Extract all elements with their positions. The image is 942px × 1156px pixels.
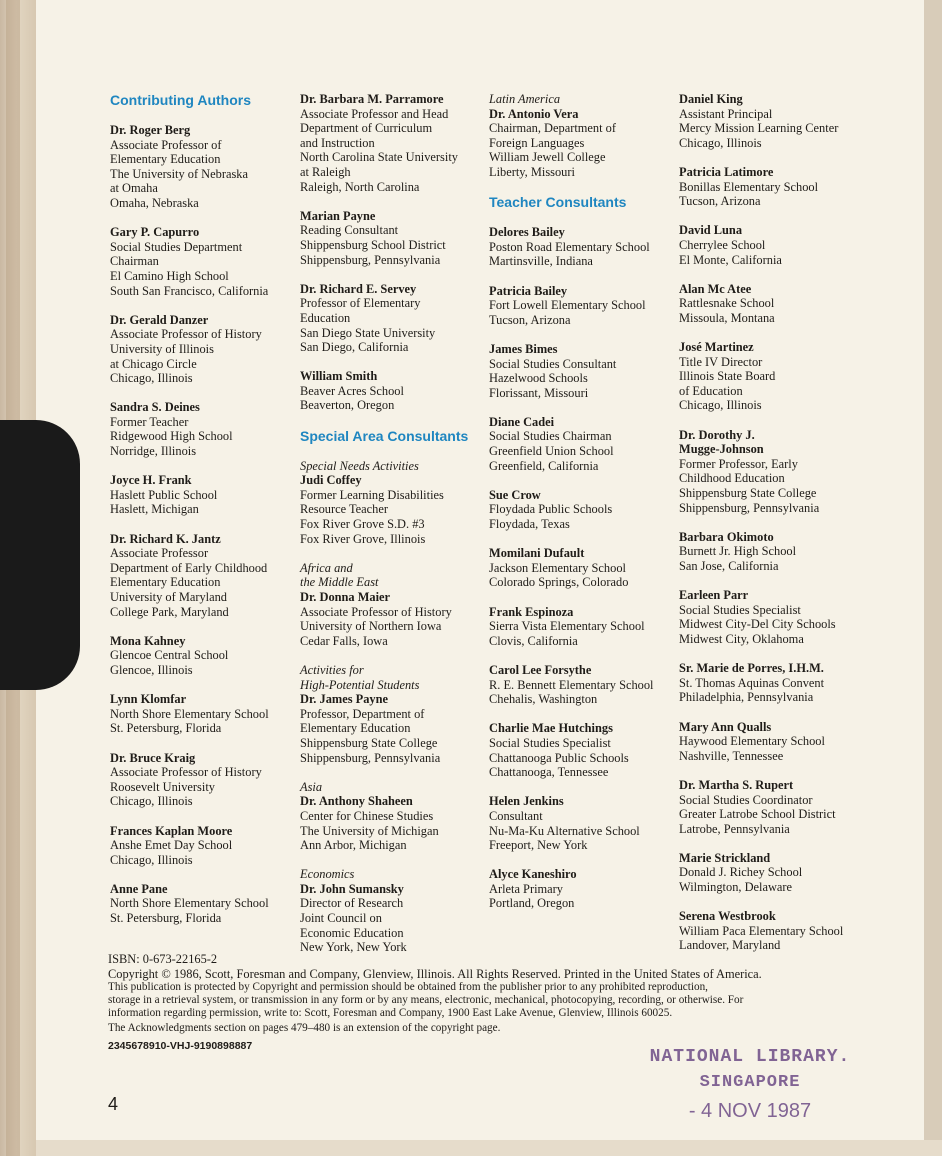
person-detail-line: Shippensburg School District [300,237,446,252]
person-detail-line: Chicago, Illinois [679,398,762,413]
person-detail-line: Omaha, Nebraska [110,195,199,210]
person-name: Barbara Okimoto [679,529,774,544]
person-detail-line: Beaver Acres School [300,383,404,398]
person-entry [300,459,485,547]
person-name: Dr. Anthony Shaheen [300,794,413,809]
person-detail-line: Martinsville, Indiana [489,254,593,269]
area-label: Special Needs Activities [300,458,419,473]
person-name: Joyce H. Frank [110,473,192,488]
person-name: David Luna [679,223,743,238]
person-detail-line: Illinois State Board [679,369,776,384]
area-label: Africa and [300,560,353,575]
person-detail-line: Nu-Ma-Ku Alternative School [489,823,640,838]
person-detail-line: Portland, Oregon [489,896,575,911]
person-detail-line: Elementary Education [300,721,411,736]
person-detail-line: Colorado Springs, Colorado [489,575,629,590]
person-detail-line: Social Studies Coordinator [679,792,813,807]
person-name: Earleen Parr [679,588,749,603]
person-entry [489,794,674,852]
person-name: Patricia Bailey [489,283,568,298]
person-detail-line: Professor of Elementary [300,296,421,311]
person-detail-line: Greenfield, California [489,458,599,473]
person-detail-line: Department of Curriculum [300,121,433,136]
teacher-consultants-list-a [489,225,674,911]
special-area-consultants-list-a [300,459,485,955]
person-detail-line: Elementary Education [110,575,221,590]
person-detail-line: Cherrylee School [679,237,766,252]
person-detail-line: at Raleigh [300,164,351,179]
person-detail-line: St. Petersburg, Florida [110,911,222,926]
person-name: Daniel King [679,92,743,106]
person-detail-line: Rattlesnake School [679,296,775,311]
person-name: Dr. Antonio Vera [489,106,579,121]
person-detail-line: Associate Professor of History [110,327,262,342]
contributing-authors-list-b [300,92,485,413]
person-detail-line: Consultant [489,808,543,823]
person-name: Dr. Roger Berg [110,123,191,137]
person-detail-line: Social Studies Chairman [489,429,612,444]
person-entry [110,824,295,868]
person-detail-line: Social Studies Department [110,239,243,254]
person-entry [679,720,869,764]
person-detail-line: St. Thomas Aquinas Convent [679,675,825,690]
person-detail-line: Department of Early Childhood [110,560,268,575]
person-detail-line: Shippensburg, Pennsylvania [300,750,441,765]
person-entry [489,721,674,779]
person-name: James Bimes [489,341,558,356]
person-name: Dr. Richard E. Servey [300,281,417,296]
person-detail-line: Former Teacher [110,414,189,429]
person-detail-line: Joint Council on [300,911,382,926]
person-entry [489,225,674,269]
person-entry [489,605,674,649]
person-detail-line: Fort Lowell Elementary School [489,298,646,313]
person-detail-line: Florissant, Missouri [489,385,589,400]
person-detail-line: Chicago, Illinois [110,371,193,386]
person-detail-line: North Carolina State University [300,150,458,165]
person-detail-line: Director of Research [300,896,404,911]
person-name: Charlie Mae Hutchings [489,721,613,736]
person-detail-line: William Jewell College [489,150,606,165]
person-detail-line: Glencoe Central School [110,648,229,663]
person-detail-line: Haywood Elementary School [679,734,825,749]
person-detail-line: University of Northern Iowa [300,619,442,634]
person-name: Marie Strickland [679,850,771,865]
person-detail-line: Philadelphia, Pennsylvania [679,690,814,705]
person-name: Mona Kahney [110,633,186,648]
person-name: Alyce Kaneshiro [489,867,577,882]
person-name: Mary Ann Qualls [679,719,772,734]
person-detail-line: College Park, Maryland [110,604,229,619]
person-entry [300,561,485,649]
person-name: Sandra S. Deines [110,400,200,415]
person-detail-line: Childhood Education [679,471,785,486]
person-detail-line: Associate Professor of History [300,604,452,619]
person-entry [110,634,295,678]
person-detail-line: The University of Michigan [300,823,439,838]
person-detail-line: Shippensburg, Pennsylvania [300,252,441,267]
stamp-line-city: SINGAPORE [699,1073,801,1092]
person-entry [679,282,869,326]
person-name: Dr. Martha S. Rupert [679,777,794,792]
person-detail-line: San Diego State University [300,325,436,340]
person-detail-line: Resource Teacher [300,502,388,517]
teacher-consultants-heading: Teacher Consultants [489,194,627,211]
person-detail-line: University of Illinois [110,341,214,356]
area-label: the Middle East [300,575,379,590]
page-right-edge [924,0,942,1156]
person-detail-line: Missoula, Montana [679,310,775,325]
person-detail-line: El Monte, California [679,252,782,267]
person-entry [300,92,485,194]
person-name: Delores Bailey [489,225,565,240]
person-detail-line: University of Maryland [110,590,227,604]
person-detail-line: Chattanooga, Tennessee [489,765,609,780]
person-detail-line: Social Studies Specialist [489,735,611,750]
person-detail-line: Professor, Department of [300,706,425,721]
person-detail-line: Burnett Jr. High School [679,544,797,559]
person-detail-line: El Camino High School [110,268,229,283]
person-detail-line: Shippensburg State College [300,735,438,750]
person-detail-line: Education [300,310,351,325]
person-detail-line: William Paca Elementary School [679,923,844,938]
person-detail-line: Chicago, Illinois [110,794,193,809]
person-detail-line: South San Francisco, California [110,283,269,298]
person-entry [300,369,485,413]
person-detail-line: Chairman [110,254,159,269]
print-code: 2345678910-VHJ-9190898887 [108,1040,253,1052]
person-entry [489,663,674,707]
person-name: Frank Espinoza [489,604,574,619]
person-detail-line: Reading Consultant [300,223,399,238]
person-name: José Martinez [679,340,754,355]
person-detail-line: Economic Education [300,925,404,940]
person-entry [489,867,674,911]
person-detail-line: Associate Professor and Head [300,106,449,121]
person-detail-line: Ann Arbor, Michigan [300,838,407,853]
person-entry [679,165,869,209]
person-detail-line: Fox River Grove S.D. #3 [300,517,425,532]
person-detail-line: Poston Road Elementary School [489,239,650,254]
person-name: Patricia Latimore [679,164,774,179]
person-entry [679,340,869,413]
person-detail-line: Former Learning Disabilities [300,487,444,502]
person-entry [679,428,869,516]
person-detail-line: Liberty, Missouri [489,164,575,179]
person-name: Dr. Richard K. Jantz [110,531,221,546]
person-name: Helen Jenkins [489,794,564,809]
person-entry [110,751,295,809]
person-detail-line: Roosevelt University [110,779,215,794]
acknowledgments-note: The Acknowledgments section on pages 479–480 is an extension of the copyright page. [108,1022,501,1034]
person-detail-line: North Shore Elementary School [110,706,269,721]
person-entry [489,488,674,532]
person-entry [679,661,869,705]
person-entry [679,851,869,895]
person-entry [110,473,295,517]
person-detail-line: Greater Latrobe School District [679,807,836,822]
person-detail-line: Greenfield Union School [489,444,614,459]
copyright-footer [108,952,898,1054]
person-entry [489,92,674,180]
person-entry [300,867,485,955]
person-entry [489,342,674,400]
person-name: Marian Payne [300,208,376,223]
person-entry [110,692,295,736]
person-name: Dr. James Payne [300,692,388,707]
library-stamp [645,1044,855,1126]
person-detail-line: Social Studies Specialist [679,602,801,617]
person-detail-line: Clovis, California [489,633,578,648]
person-detail-line: Shippensburg State College [679,486,817,501]
person-detail-line: Anshe Emet Day School [110,838,233,853]
page-number: 4 [108,1094,119,1114]
person-detail-line: Tucson, Arizona [679,194,761,209]
person-entry [300,282,485,355]
person-detail-line: Beaverton, Oregon [300,398,395,413]
person-name: Anne Pane [110,881,168,896]
person-detail-line: Arleta Primary [489,881,563,896]
person-detail-line: at Chicago Circle [110,356,197,371]
person-detail-line: Chairman, Department of [489,121,616,136]
contributing-authors-heading: Contributing Authors [110,92,252,108]
person-detail-line: Norridge, Illinois [110,444,197,459]
person-detail-line: Cedar Falls, Iowa [300,633,388,648]
person-detail-line: Midwest City, Oklahoma [679,631,804,646]
person-name: Lynn Klomfar [110,692,187,707]
person-name: Serena Westbrook [679,909,776,924]
person-detail-line: Shippensburg, Pennsylvania [679,500,820,515]
person-entry [110,882,295,926]
person-detail-line: Associate Professor of History [110,765,262,780]
person-entry [110,123,295,211]
person-name: Sr. Marie de Porres, I.H.M. [679,661,824,676]
person-detail-line: Raleigh, North Carolina [300,179,420,194]
person-name: Judi Coffey [300,473,362,488]
person-detail-line: Haslett Public School [110,487,218,502]
person-entry [110,225,295,298]
column-1 [110,92,295,940]
person-detail-line: of Education [679,383,743,398]
person-name: Momilani Dufault [489,546,585,561]
person-name: Dr. Barbara M. Parramore [300,92,444,106]
column-2 [300,92,485,969]
permission-text [108,981,898,1020]
person-entry [489,415,674,473]
copyright-line: Copyright © 1986, Scott, Foresman and Company, Glenview, Illinois. All Rights Reserved. Printed in the United States of America. [108,966,762,981]
person-name: Dr. Donna Maier [300,590,391,604]
person-detail-line: Floydada Public Schools [489,502,613,517]
person-name: Frances Kaplan Moore [110,823,233,838]
person-detail-line: Nashville, Tennessee [679,748,784,763]
person-detail-line: Chicago, Illinois [110,852,193,867]
person-detail-line: Wilmington, Delaware [679,880,793,895]
teacher-consultants-list-b [679,92,869,953]
person-detail-line: Elementary Education [110,152,221,167]
person-detail-line: Fox River Grove, Illinois [300,531,426,546]
person-entry [300,780,485,853]
person-detail-line: Associate Professor of [110,137,222,152]
person-detail-line: Title IV Director [679,354,763,369]
person-detail-line: Latrobe, Pennsylvania [679,821,790,836]
person-name: Gary P. Capurro [110,225,200,240]
person-detail-line: St. Petersburg, Florida [110,721,222,736]
person-detail-line: New York, New York [300,940,407,955]
person-name: William Smith [300,369,378,384]
area-label: Activities for [300,662,364,677]
person-detail-line: Haslett, Michigan [110,502,199,517]
person-detail-line: and Instruction [300,135,375,150]
person-detail-line: Bonillas Elementary School [679,179,819,194]
person-entry [110,532,295,620]
special-area-consultants-list-b [489,92,674,180]
person-name: Dr. Bruce Kraig [110,750,196,765]
person-entry [489,546,674,590]
area-label: High-Potential Students [300,677,420,692]
isbn: ISBN: 0-673-22165-2 [108,952,218,966]
person-detail-line: Freeport, New York [489,838,588,853]
person-name: Dr. Dorothy J. [679,427,755,442]
thumb-shadow [0,420,80,690]
person-detail-line: The University of Nebraska [110,166,248,181]
person-entry [300,663,485,765]
area-label: Latin America [489,92,561,106]
person-name-continued: Mugge-Johnson [679,442,764,457]
area-label: Asia [300,779,323,794]
person-name: Carol Lee Forsythe [489,662,592,677]
person-detail-line: Chicago, Illinois [679,135,762,150]
column-3 [489,92,674,926]
person-detail-line: Hazelwood Schools [489,371,588,386]
stamp-line-date: - 4 NOV 1987 [688,1100,812,1122]
column-4 [679,92,869,968]
person-detail-line: Sierra Vista Elementary School [489,619,645,634]
person-detail-line: Chattanooga Public Schools [489,750,629,765]
stamp-line-library: NATIONAL LIBRARY. [649,1047,851,1067]
person-detail-line: San Diego, California [300,340,409,355]
person-entry [679,92,869,150]
person-detail-line: Social Studies Consultant [489,356,617,371]
person-detail-line: R. E. Bennett Elementary School [489,677,654,692]
contributing-authors-list-a [110,123,295,926]
person-detail-line: Assistant Principal [679,106,773,121]
person-detail-line: Tucson, Arizona [489,312,571,327]
page-bottom-edge [36,1140,942,1156]
person-name: Alan Mc Atee [679,281,752,296]
person-detail-line: San Jose, California [679,559,779,573]
person-name: Diane Cadei [489,414,555,429]
permission-line: information regarding permission, write to: Scott, Foresman and Company, 1900 East Lake Avenue, Glenview, Illinois 60025. [108,1007,673,1019]
person-entry [679,530,869,574]
person-detail-line: Ridgewood High School [110,429,233,444]
person-detail-line: Former Professor, Early [679,456,798,471]
person-detail-line: Mercy Mission Learning Center [679,121,839,136]
person-entry [300,209,485,267]
person-name: Sue Crow [489,487,541,502]
person-name: Dr. Gerald Danzer [110,312,209,327]
special-area-consultants-heading: Special Area Consultants [300,427,469,444]
person-detail-line: North Shore Elementary School [110,896,269,911]
person-entry [679,909,869,953]
person-entry [489,284,674,328]
person-detail-line: Foreign Languages [489,135,585,150]
person-detail-line: Donald J. Richey School [679,865,803,880]
person-entry [110,400,295,458]
permission-line: This publication is protected by Copyright and permission should be obtained from the publisher prior to any prohibited reproduction, [108,981,708,993]
person-detail-line: Floydada, Texas [489,517,570,532]
person-entry [679,588,869,646]
person-detail-line: Associate Professor [110,546,209,561]
person-detail-line: Center for Chinese Studies [300,808,434,823]
person-detail-line: Landover, Maryland [679,938,781,953]
person-name: Dr. John Sumansky [300,881,404,896]
person-detail-line: Chehalis, Washington [489,692,598,707]
person-entry [679,778,869,836]
permission-line: storage in a retrieval system, or transmission in any form or by any means, electronic, mechanical, photocopying, recording, or otherwise. For [108,994,744,1006]
person-detail-line: at Omaha [110,181,158,196]
person-detail-line: Midwest City-Del City Schools [679,617,836,632]
area-label: Economics [300,867,355,882]
person-detail-line: Glencoe, Illinois [110,662,193,677]
person-detail-line: Jackson Elementary School [489,560,626,575]
person-entry [110,313,295,386]
person-entry [679,223,869,267]
